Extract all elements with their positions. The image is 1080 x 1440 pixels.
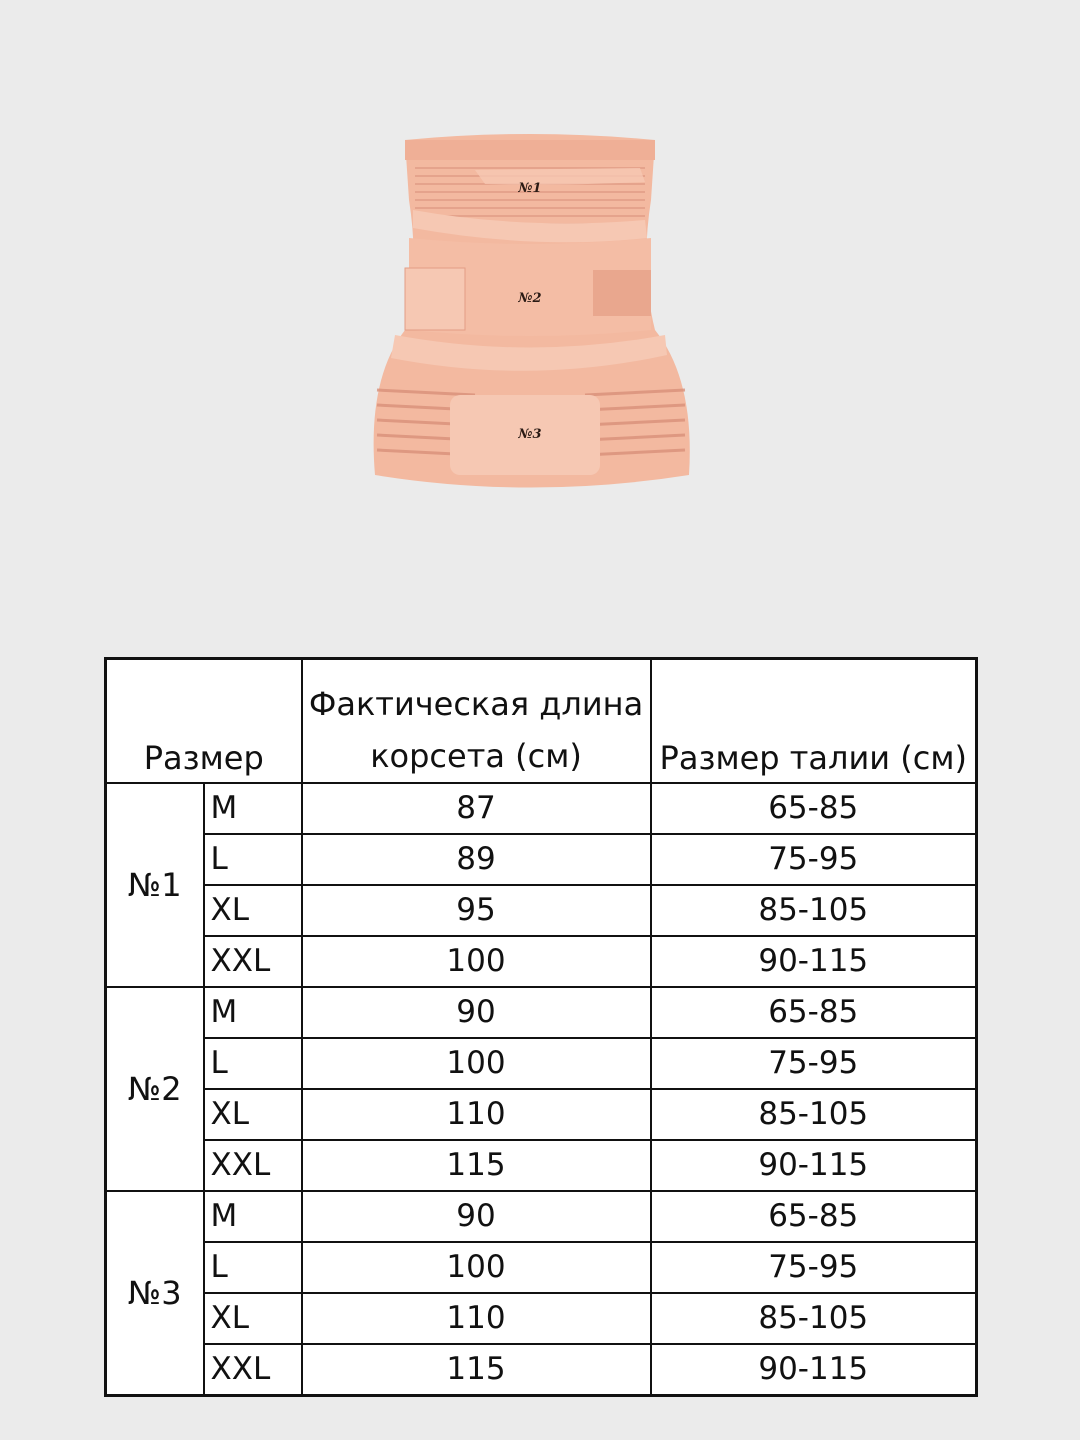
header-length-line1: Фактическая длина	[308, 685, 644, 723]
length-cell: 100	[302, 1038, 651, 1089]
waist-cell: 65-85	[651, 1191, 977, 1242]
corset-product-image	[355, 120, 705, 505]
table-row	[106, 1242, 977, 1293]
length-cell: 90	[302, 987, 651, 1038]
size-cell: XL	[204, 885, 302, 936]
header-corset-length	[302, 659, 651, 784]
length-cell: 95	[302, 885, 651, 936]
size-cell: M	[204, 783, 302, 834]
header-waist-size: Размер талии (см)	[651, 659, 977, 784]
length-cell: 90	[302, 1191, 651, 1242]
size-cell: M	[204, 987, 302, 1038]
size-cell: XL	[204, 1293, 302, 1344]
belt-1-top-band	[405, 140, 655, 160]
waist-cell: 90-115	[651, 1140, 977, 1191]
length-cell: 100	[302, 1242, 651, 1293]
zone-label-1: №1	[518, 181, 542, 196]
waist-cell: 65-85	[651, 987, 977, 1038]
length-cell: 115	[302, 1140, 651, 1191]
size-cell: M	[204, 1191, 302, 1242]
size-cell: XL	[204, 1089, 302, 1140]
waist-cell: 65-85	[651, 783, 977, 834]
waist-cell: 75-95	[651, 834, 977, 885]
table-row	[106, 1089, 977, 1140]
length-cell: 89	[302, 834, 651, 885]
table-row	[106, 1038, 977, 1089]
belt-2-right-tab	[593, 270, 651, 316]
belt-1-wrap	[475, 168, 645, 185]
table-row	[106, 834, 977, 885]
size-cell: XXL	[204, 936, 302, 987]
length-cell: 100	[302, 936, 651, 987]
waist-cell: 90-115	[651, 936, 977, 987]
table-row	[106, 1293, 977, 1344]
waist-cell: 85-105	[651, 1089, 977, 1140]
table-row	[106, 987, 977, 1038]
size-cell: L	[204, 1038, 302, 1089]
length-cell: 115	[302, 1344, 651, 1396]
header-length-line2: корсета (см)	[370, 737, 582, 775]
belt-group-label: №2	[106, 987, 204, 1191]
waist-cell: 85-105	[651, 1293, 977, 1344]
waist-cell: 90-115	[651, 1344, 977, 1396]
size-chart-table	[104, 657, 978, 1397]
header-row	[106, 659, 977, 784]
table-row	[106, 1344, 977, 1396]
table-row	[106, 1140, 977, 1191]
length-cell: 110	[302, 1089, 651, 1140]
belt-group-label: №1	[106, 783, 204, 987]
belt-2-left-tab	[405, 268, 465, 330]
table-row	[106, 885, 977, 936]
size-cell: XXL	[204, 1140, 302, 1191]
length-cell: 110	[302, 1293, 651, 1344]
size-cell: L	[204, 1242, 302, 1293]
waist-cell: 75-95	[651, 1242, 977, 1293]
zone-label-2: №2	[518, 291, 542, 306]
header-size: Размер	[106, 659, 302, 784]
zone-label-3: №3	[518, 427, 542, 442]
length-cell: 87	[302, 783, 651, 834]
belt-group-label: №3	[106, 1191, 204, 1396]
table-row	[106, 936, 977, 987]
table-row	[106, 1191, 977, 1242]
waist-cell: 75-95	[651, 1038, 977, 1089]
size-cell: L	[204, 834, 302, 885]
table-row	[106, 783, 977, 834]
waist-cell: 85-105	[651, 885, 977, 936]
size-cell: XXL	[204, 1344, 302, 1396]
